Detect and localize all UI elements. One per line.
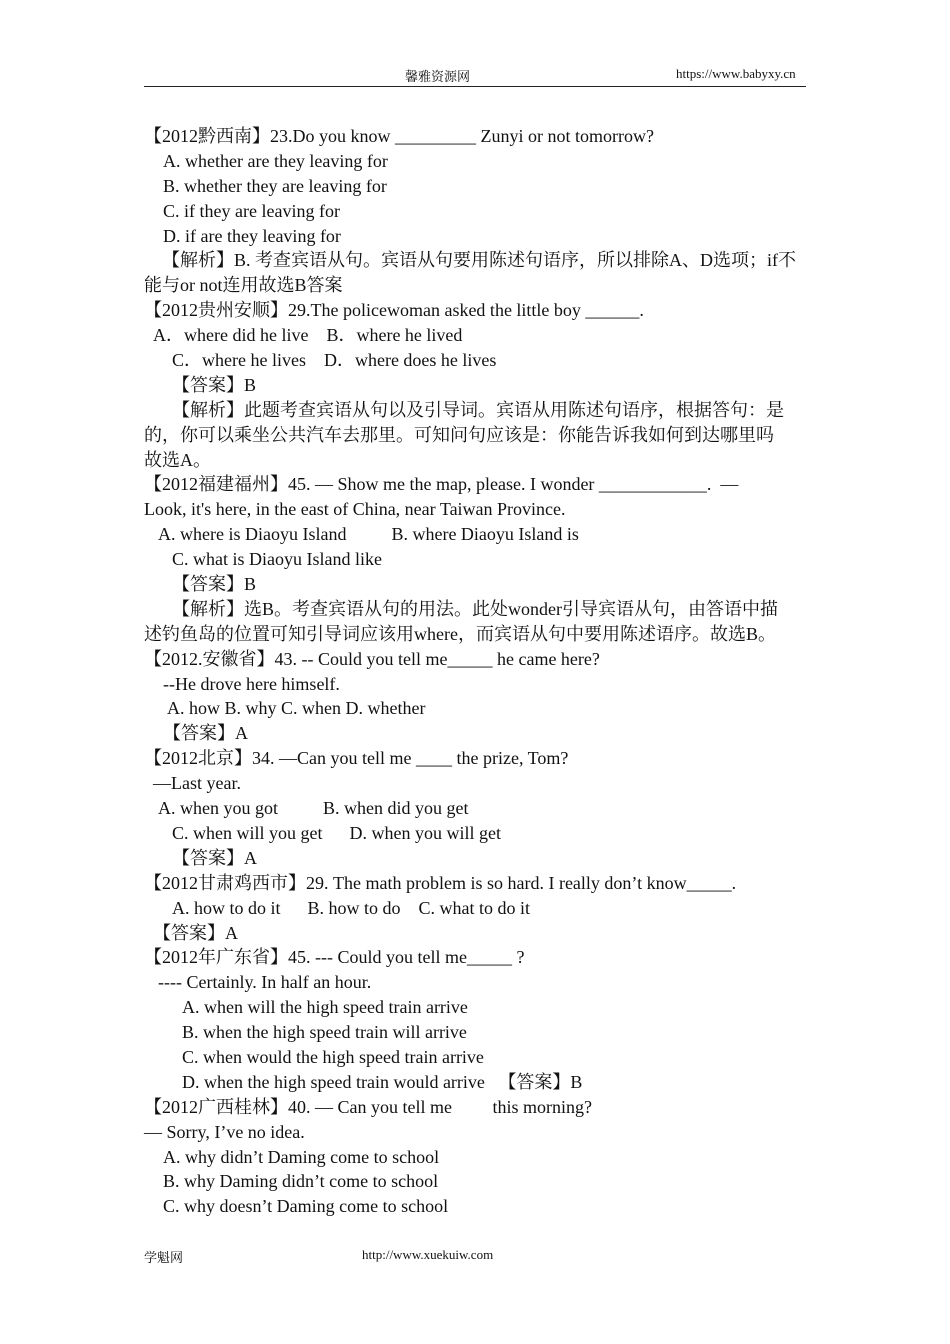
text-line: D. if are they leaving for xyxy=(163,225,341,246)
text-line: Look, it's here, in the east of China, near Taiwan Province. xyxy=(144,499,566,520)
text-line: B. when the high speed train will arrive xyxy=(182,1022,467,1043)
text-line: A. whether are they leaving for xyxy=(163,150,388,171)
text-line: A. when will the high speed train arrive xyxy=(182,997,468,1018)
text-line: — Sorry, I’ve no idea. xyxy=(144,1121,305,1142)
text-line: A. where is Diaoyu Island B. where Diaoyu Island is xyxy=(158,524,579,545)
document-body xyxy=(144,124,806,1219)
text-line: 故选A。 xyxy=(144,449,211,470)
text-line: 【2012贵州安顺】29.The policewoman asked the little boy ______. xyxy=(144,300,644,321)
text-line: C. when will you get D. when you will get xyxy=(172,822,501,843)
text-line: 【解析】选B。考查宾语从句的用法。此处wonder引导宾语从句，由答语中描 xyxy=(172,598,778,619)
text-line: A. how B. why C. when D. whether xyxy=(167,698,426,719)
header-url-link[interactable]: https://www.babyxy.cn xyxy=(676,66,796,81)
text-line: A. why didn’t Daming come to school xyxy=(163,1146,440,1167)
text-line: 【答案】A xyxy=(163,723,248,744)
text-line: 【2012北京】34. —Can you tell me ____ the prize, Tom? xyxy=(144,748,569,769)
text-line: 【答案】A xyxy=(153,922,238,943)
footer-url-link[interactable]: http://www.xuekuiw.com xyxy=(362,1247,494,1262)
header-site-name: 馨雅资源网 xyxy=(405,69,471,84)
text-line: 【2012广西桂林】40. — Can you tell me this morning? xyxy=(144,1096,592,1117)
text-line: D. when the high speed train would arrive 【答案】B xyxy=(182,1071,583,1092)
text-line: C．where he lives D．where does he lives xyxy=(172,350,497,371)
text-line: C. what is Diaoyu Island like xyxy=(172,549,382,570)
text-line: --He drove here himself. xyxy=(163,673,340,694)
text-line: A. when you got B. when did you get xyxy=(158,798,469,819)
text-line: 【答案】B xyxy=(172,374,257,395)
text-line: B. why Daming didn’t come to school xyxy=(163,1171,439,1192)
text-line: C. when would the high speed train arrive xyxy=(182,1046,484,1067)
text-line: 述钓鱼岛的位置可知引导词应该用where，而宾语从句中要用陈述语序。故选B。 xyxy=(144,623,776,644)
text-line: 【2012.安徽省】43. -- Could you tell me_____ he came here? xyxy=(144,648,600,669)
text-line: 【解析】此题考查宾语从句以及引导词。宾语从用陈述句语序，根据答句：是 xyxy=(172,399,784,420)
text-line: 【2012年广东省】45. --- Could you tell me_____ ? xyxy=(144,947,525,968)
text-line: A. how to do it B. how to do C. what to do it xyxy=(172,897,531,918)
text-line: 能与or not连用故选B答案 xyxy=(144,275,343,296)
text-line: 的，你可以乘坐公共汽车去那里。可知问句应该是：你能告诉我如何到达哪里吗 xyxy=(144,424,774,445)
text-line: ---- Certainly. In half an hour. xyxy=(158,972,372,993)
text-line: B. whether they are leaving for xyxy=(163,175,387,196)
text-line: —Last year. xyxy=(153,773,241,794)
text-line: C. if they are leaving for xyxy=(163,200,340,221)
text-line: 【答案】A xyxy=(172,847,257,868)
text-line: C. why doesn’t Daming come to school xyxy=(163,1196,449,1217)
text-line: 【答案】B xyxy=(172,574,257,595)
text-line: A．where did he live B．where he lived xyxy=(153,325,463,346)
text-line: 【2012甘肃鸡西市】29. The math problem is so hard. I really don’t know_____. xyxy=(144,872,737,893)
text-line: 【2012黔西南】23.Do you know _________ Zunyi or not tomorrow? xyxy=(144,126,654,146)
footer-site-name: 学魁网 xyxy=(144,1250,184,1265)
header-divider xyxy=(144,86,806,87)
text-line: 【解析】B. 考查宾语从句。宾语从句要用陈述句语序，所以排除A、D选项；if不 xyxy=(162,250,796,271)
text-line: 【2012福建福州】45. — Show me the map, please. I wonder ____________. — xyxy=(144,474,739,495)
